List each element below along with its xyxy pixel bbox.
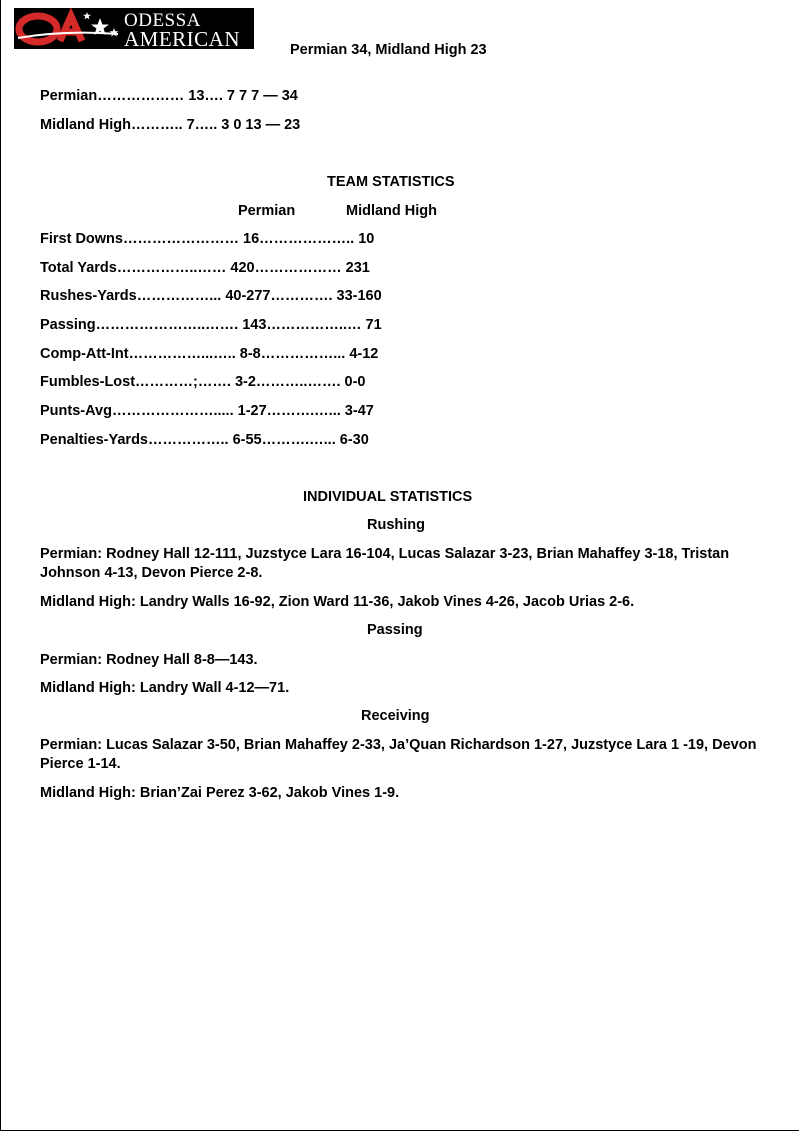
team-stats-col-permian: Permian	[238, 203, 296, 219]
receiving-midland: Midland High: Brian’Zai Perez 3-62, Jakob Vines 1-9.	[40, 785, 400, 801]
passing-midland: Midland High: Landry Wall 4-12—71.	[40, 680, 290, 696]
stat-row: Penalties-Yards…………….. 6-55……….…... 6-30	[40, 432, 369, 448]
individual-stats-heading: INDIVIDUAL STATISTICS	[303, 489, 473, 505]
logo-line-1: ODESSA	[124, 10, 201, 31]
logo-line-2: AMERICAN	[124, 27, 241, 49]
rushing-heading: Rushing	[367, 517, 425, 533]
passing-permian: Permian: Rodney Hall 8-8—143.	[40, 652, 258, 668]
score-line-permian: Permian……………… 13…. 7 7 7 — 34	[40, 88, 298, 104]
receiving-permian: Permian: Lucas Salazar 3-50, Brian Mahaffey 2-33, Ja’Quan Richardson 1-27, Juzstyce Lara 1 -19, Devon Pierce 1-14.	[40, 737, 757, 772]
score-line-midland: Midland High……….. 7….. 3 0 13 — 23	[40, 117, 301, 133]
oa-star-icon	[14, 8, 124, 49]
team-stats-col-midland: Midland High	[346, 203, 438, 219]
headline: Permian 34, Midland High 23	[290, 42, 487, 58]
stat-row: Comp-Att-Int……………...….. 8-8……………... 4-12	[40, 346, 379, 362]
stat-row: Punts-Avg…………………..... 1-27……….…... 3-47	[40, 403, 374, 419]
team-stats-heading: TEAM STATISTICS	[327, 174, 455, 190]
passing-heading: Passing	[367, 622, 423, 638]
rushing-permian: Permian: Rodney Hall 12-111, Juzstyce Lara 16-104, Lucas Salazar 3-23, Brian Mahaffey 3-18, Tristan Johnson 4-13, Devon Pierce 2-8.	[40, 546, 730, 581]
odessa-american-logo	[14, 8, 254, 49]
rushing-midland: Midland High: Landry Walls 16-92, Zion Ward 11-36, Jakob Vines 4-26, Jacob Urias 2-6.	[40, 594, 635, 610]
stat-row: First Downs…………………… 16……………….. 10	[40, 231, 375, 247]
receiving-heading: Receiving	[361, 708, 430, 724]
stat-row: Total Yards……………..…… 420……………… 231	[40, 260, 370, 276]
stat-row: Passing…………………..……. 143……………..… 71	[40, 317, 382, 333]
stat-row: Fumbles-Lost…………;……. 3-2………..……. 0-0	[40, 374, 366, 390]
stat-row: Rushes-Yards……………... 40-277…………. 33-160	[40, 288, 382, 304]
